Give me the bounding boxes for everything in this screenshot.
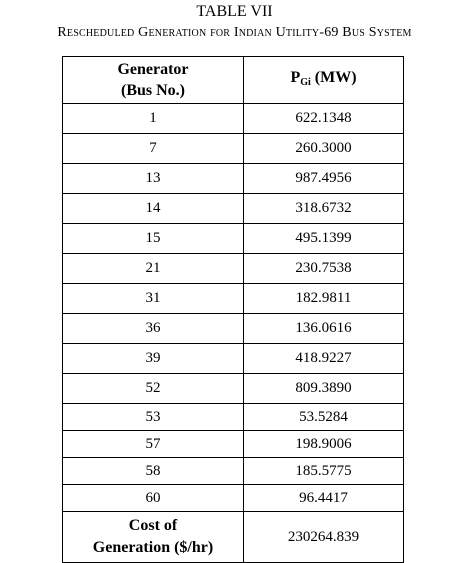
table-row [63,431,404,458]
bus-number-cell: 1 [63,104,244,134]
table-row [63,314,404,344]
pgi-value-cell: 260.3000 [244,134,404,164]
pgi-value-cell: 987.4956 [244,164,404,194]
cost-label-line2: Generation ($/hr) [92,539,214,556]
bus-number-cell: 52 [63,374,244,404]
table-row [63,404,404,431]
generator-header-line1: Generator [117,61,189,78]
bus-number-cell: 13 [63,164,244,194]
power-header-subscript: Gi [300,77,311,88]
table-row [63,458,404,485]
bus-number-cell: 14 [63,194,244,224]
cost-label [63,512,244,563]
generation-table [62,56,404,563]
table-number: TABLE VII [196,3,273,20]
cost-value: 230264.839 [244,512,404,563]
bus-number-cell: 60 [63,485,244,512]
table-body [63,104,404,512]
bus-number-cell: 39 [63,344,244,374]
pgi-value-cell: 96.4417 [244,485,404,512]
pgi-value-cell: 185.5775 [244,458,404,485]
cost-label-line1: Cost of [128,517,178,534]
pgi-value-cell: 418.9227 [244,344,404,374]
generator-column-header [63,57,244,104]
table-row [63,134,404,164]
pgi-value-cell: 136.0616 [244,314,404,344]
pgi-value-cell: 318.6732 [244,194,404,224]
table-row [63,284,404,314]
bus-number-cell: 57 [63,431,244,458]
table-row [63,344,404,374]
table-row [63,485,404,512]
bus-number-cell: 21 [63,254,244,284]
power-header-symbol: P [290,69,301,86]
bus-number-cell: 7 [63,134,244,164]
table-caption: Rescheduled Generation for Indian Utility-69 Bus System [57,25,412,40]
table-row [63,104,404,134]
power-column-header [244,57,404,104]
pgi-value-cell: 53.5284 [244,404,404,431]
table-row [63,224,404,254]
bus-number-cell: 53 [63,404,244,431]
table-row [63,194,404,224]
table-row [63,164,404,194]
table-row [63,254,404,284]
pgi-value-cell: 809.3890 [244,374,404,404]
bus-number-cell: 36 [63,314,244,344]
table-row [63,374,404,404]
cost-row [63,512,404,563]
bus-number-cell: 31 [63,284,244,314]
pgi-value-cell: 230.7538 [244,254,404,284]
bus-number-cell: 58 [63,458,244,485]
pgi-value-cell: 198.9006 [244,431,404,458]
pgi-value-cell: 622.1348 [244,104,404,134]
pgi-value-cell: 495.1399 [244,224,404,254]
pgi-value-cell: 182.9811 [244,284,404,314]
table-header-row [63,57,404,104]
power-header-unit: (MW) [310,69,357,86]
generator-header-line2: (Bus No.) [120,82,185,99]
bus-number-cell: 15 [63,224,244,254]
